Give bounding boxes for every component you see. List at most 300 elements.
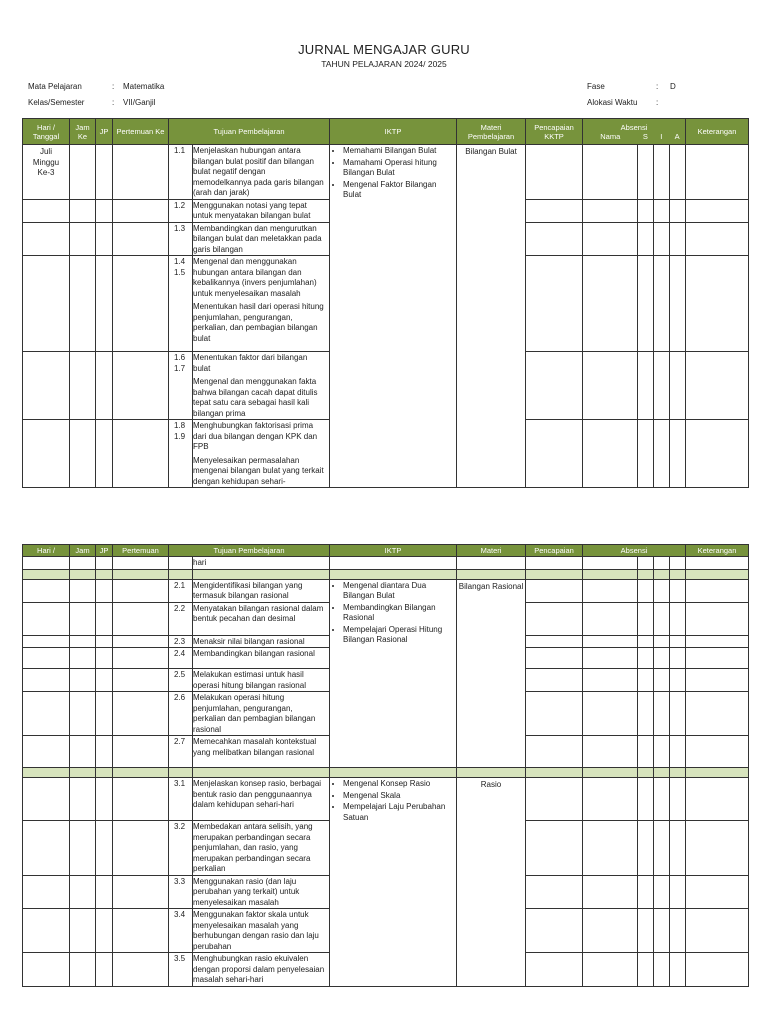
absen-i-header: I [660, 131, 663, 141]
absen-a-cell[interactable] [670, 420, 686, 488]
absen-nama-cell[interactable] [583, 778, 638, 821]
pencapaian-cell[interactable] [526, 635, 583, 648]
absen-s-cell[interactable] [638, 875, 654, 909]
hari-tanggal-cell[interactable] [23, 953, 70, 987]
separator-cell [457, 768, 526, 778]
absen-a-cell[interactable] [670, 875, 686, 909]
tp-text-cell [193, 579, 330, 602]
tp-text-cell [193, 352, 330, 420]
absen-a-cell[interactable] [670, 821, 686, 876]
jp-cell[interactable] [96, 420, 113, 488]
absen-nama-cell[interactable] [583, 602, 638, 635]
absen-i-cell[interactable] [654, 669, 670, 692]
absen-s-cell[interactable] [638, 821, 654, 876]
keterangan-cell[interactable] [686, 602, 749, 635]
absen-nama-cell[interactable] [583, 579, 638, 602]
tp-number: 2.4 [174, 649, 186, 658]
absen-i-cell[interactable] [654, 953, 670, 987]
separator-cell [193, 768, 330, 778]
absen-nama-cell[interactable] [583, 145, 638, 200]
absen-nama-cell[interactable] [583, 352, 638, 420]
absen-s-cell[interactable] [638, 222, 654, 256]
absen-nama-cell[interactable] [583, 222, 638, 256]
tp-number: 1.2 [174, 200, 186, 210]
absen-a-cell[interactable] [670, 256, 686, 352]
keterangan-cell[interactable] [686, 420, 749, 488]
pencapaian-cell[interactable] [526, 875, 583, 909]
absen-s-cell[interactable] [638, 579, 654, 602]
hari-tanggal-cell[interactable] [23, 256, 70, 352]
tp-number-cell [169, 821, 193, 876]
tp-text-cell [193, 875, 330, 909]
absen-nama-cell[interactable] [583, 648, 638, 669]
jam-cell[interactable] [70, 692, 96, 736]
kelas-value: VII/Ganjil [123, 98, 156, 107]
absen-a-cell[interactable] [670, 778, 686, 821]
absen-s-cell[interactable] [638, 635, 654, 648]
pencapaian-cell[interactable] [526, 256, 583, 352]
kelas-colon: : [112, 98, 115, 107]
tp-text-cell [193, 953, 330, 987]
absen-nama-cell[interactable] [583, 875, 638, 909]
iktp-list [330, 779, 456, 823]
jp-cell[interactable] [96, 635, 113, 648]
pertemuan-cell[interactable] [113, 420, 169, 488]
absen-i-cell[interactable] [654, 222, 670, 256]
jam-cell[interactable] [70, 909, 96, 953]
absen-s-cell[interactable] [638, 199, 654, 222]
absen-i-cell[interactable] [654, 557, 670, 570]
fase-value: D [670, 82, 676, 91]
tp-number-cell [169, 557, 193, 570]
jam-cell[interactable] [70, 222, 96, 256]
tp-number-cell [169, 692, 193, 736]
col-materi-header: Materi Pembelajaran [457, 119, 526, 145]
pencapaian-cell[interactable] [526, 669, 583, 692]
separator-cell [654, 569, 670, 579]
pertemuan-cell[interactable] [113, 222, 169, 256]
pencapaian-cell[interactable] [526, 736, 583, 768]
materi-cell [457, 778, 526, 987]
absen-nama-cell[interactable] [583, 557, 638, 570]
absen-nama-cell[interactable] [583, 821, 638, 876]
absen-a-cell[interactable] [670, 352, 686, 420]
separator-cell [113, 768, 169, 778]
keterangan-cell[interactable] [686, 557, 749, 570]
keterangan-cell[interactable] [686, 669, 749, 692]
pencapaian-cell[interactable] [526, 557, 583, 570]
jam-cell[interactable] [70, 669, 96, 692]
absen-nama-cell[interactable] [583, 669, 638, 692]
absen-i-cell[interactable] [654, 692, 670, 736]
absen-nama-cell[interactable] [583, 420, 638, 488]
hari-tanggal-cell[interactable] [23, 648, 70, 669]
pertemuan-cell[interactable] [113, 199, 169, 222]
tp-text: Menjelaskan hubungan antara bilangan bulat positif dan bilangan bulat negatif dengan memodelkannya pada garis bilangan (arah dan jarak) [193, 146, 324, 197]
pencapaian-cell[interactable] [526, 821, 583, 876]
jp-cell[interactable] [96, 692, 113, 736]
tp-number: 1.6 [174, 353, 186, 362]
jp-cell[interactable] [96, 875, 113, 909]
tp-text-cell [193, 736, 330, 768]
materi-cell [457, 557, 526, 570]
iktp-list [330, 146, 456, 201]
separator-cell [169, 569, 193, 579]
tp-text: Membedakan antara selisih, yang merupakan perbandingan secara penjumlahan, dan rasio, yang merupakan perbandingan secara perkalian [193, 822, 313, 873]
tp-text-cell [193, 145, 330, 200]
separator-cell [583, 768, 638, 778]
pertemuan-cell[interactable] [113, 909, 169, 953]
jam-cell[interactable] [70, 778, 96, 821]
keterangan-cell[interactable] [686, 352, 749, 420]
iktp-item: • Memahami Bilangan Bulat [343, 146, 456, 157]
separator-cell [70, 768, 96, 778]
tp-number: 1.4 [174, 257, 186, 266]
jp-cell[interactable] [96, 778, 113, 821]
pertemuan-cell[interactable] [113, 778, 169, 821]
jp-cell[interactable] [96, 909, 113, 953]
tp-number-cell [169, 256, 193, 352]
jam-cell[interactable] [70, 953, 96, 987]
pertemuan-cell[interactable] [113, 736, 169, 768]
col2-materi-header: Materi [457, 545, 526, 557]
absen-a-cell[interactable] [670, 602, 686, 635]
keterangan-cell[interactable] [686, 778, 749, 821]
hari-tanggal-cell[interactable] [23, 420, 70, 488]
empty-cell [70, 557, 96, 570]
keterangan-cell[interactable] [686, 145, 749, 200]
absen-s-cell[interactable] [638, 256, 654, 352]
keterangan-cell[interactable] [686, 953, 749, 987]
hari-tanggal-cell[interactable] [23, 669, 70, 692]
absen-s-cell[interactable] [638, 352, 654, 420]
iktp-item: • Mempelajari Laju Perubahan Satuan [343, 802, 456, 823]
hari-tanggal-cell[interactable] [23, 199, 70, 222]
iktp-cell [330, 557, 457, 570]
fase-colon: : [656, 82, 659, 91]
absen-nama-cell[interactable] [583, 909, 638, 953]
absen-nama-cell[interactable] [583, 199, 638, 222]
absen-i-cell[interactable] [654, 352, 670, 420]
tp-text-cell [193, 648, 330, 669]
jam-cell[interactable] [70, 145, 96, 200]
absen-s-cell[interactable] [638, 692, 654, 736]
jp-cell[interactable] [96, 579, 113, 602]
keterangan-cell[interactable] [686, 821, 749, 876]
pertemuan-cell[interactable] [113, 352, 169, 420]
absen-a-cell[interactable] [670, 692, 686, 736]
jp-cell[interactable] [96, 256, 113, 352]
separator-cell [526, 569, 583, 579]
pencapaian-cell[interactable] [526, 953, 583, 987]
jam-cell[interactable] [70, 736, 96, 768]
pencapaian-cell[interactable] [526, 352, 583, 420]
pertemuan-cell[interactable] [113, 635, 169, 648]
kelas-label: Kelas/Semester [28, 98, 85, 107]
separator-cell [23, 768, 70, 778]
separator-cell [638, 569, 654, 579]
hari-tanggal-cell[interactable] [23, 635, 70, 648]
col-iktp-header: IKTP [330, 119, 457, 145]
jp-cell[interactable] [96, 602, 113, 635]
absen-s-cell[interactable] [638, 420, 654, 488]
hari-tanggal-cell[interactable] [23, 692, 70, 736]
absen-i-cell[interactable] [654, 648, 670, 669]
absen-s-cell[interactable] [638, 145, 654, 200]
pencapaian-cell[interactable] [526, 602, 583, 635]
jam-cell[interactable] [70, 256, 96, 352]
separator-row [23, 768, 749, 778]
hari-tanggal-cell[interactable] [23, 875, 70, 909]
keterangan-cell[interactable] [686, 199, 749, 222]
absen-i-cell[interactable] [654, 821, 670, 876]
jp-cell[interactable] [96, 736, 113, 768]
separator-cell [654, 768, 670, 778]
table-row [23, 145, 749, 200]
mapel-colon: : [112, 82, 115, 91]
absen-i-cell[interactable] [654, 875, 670, 909]
jam-cell[interactable] [70, 602, 96, 635]
hari-tanggal-cell[interactable] [23, 821, 70, 876]
keterangan-cell[interactable] [686, 222, 749, 256]
jam-cell[interactable] [70, 199, 96, 222]
jam-cell[interactable] [70, 635, 96, 648]
absen-a-header: A [674, 131, 680, 141]
separator-cell [583, 569, 638, 579]
pencapaian-cell[interactable] [526, 222, 583, 256]
absen-a-cell[interactable] [670, 579, 686, 602]
table-row [23, 579, 749, 602]
absen-i-cell[interactable] [654, 909, 670, 953]
materi-text: Rasio [480, 780, 502, 789]
absensi-label: Absensi [620, 122, 648, 132]
jp-cell[interactable] [96, 953, 113, 987]
tp-text: Menaksir nilai bilangan rasional [193, 636, 305, 646]
absen-s-cell[interactable] [638, 602, 654, 635]
absen-i-cell[interactable] [654, 145, 670, 200]
absen-a-cell[interactable] [670, 953, 686, 987]
col2-jp-header: JP [96, 545, 113, 557]
absen-i-cell[interactable] [654, 602, 670, 635]
absen-a-cell[interactable] [670, 145, 686, 200]
absen-nama-cell[interactable] [583, 635, 638, 648]
tp-number: 1.8 [174, 421, 186, 430]
jp-cell[interactable] [96, 222, 113, 256]
tp-number: 1.3 [174, 223, 186, 233]
jam-cell[interactable] [70, 821, 96, 876]
tp-text-cell [193, 669, 330, 692]
journal-table-1 [22, 118, 749, 488]
separator-cell [686, 569, 749, 579]
pertemuan-cell[interactable] [113, 953, 169, 987]
iktp-item: • Mengenal diantara Dua Bilangan Bulat [343, 581, 456, 602]
hari-tanggal-cell[interactable] [23, 909, 70, 953]
separator-cell [526, 768, 583, 778]
hari-tanggal-cell[interactable] [23, 222, 70, 256]
iktp-item: • Mengenal Konsep Rasio [343, 779, 456, 790]
tp-text: Menentukan faktor dari bilangan bulat [193, 353, 308, 373]
iktp-cell [330, 579, 457, 768]
pertemuan-cell[interactable] [113, 648, 169, 669]
absen-s-cell[interactable] [638, 778, 654, 821]
pertemuan-cell[interactable] [113, 602, 169, 635]
pencapaian-cell[interactable] [526, 648, 583, 669]
jp-cell[interactable] [96, 352, 113, 420]
absen-i-cell[interactable] [654, 579, 670, 602]
tp-text: Menghubungkan rasio ekuivalen dengan proporsi dalam penyelesaian masalah sehari-hari [193, 954, 325, 984]
tp-text: Melakukan operasi hitung penjumlahan, pengurangan, perkalian dan pembagian bilangan rasional [193, 693, 316, 734]
separator-cell [670, 569, 686, 579]
absen-i-cell[interactable] [654, 736, 670, 768]
tp-number-cell [169, 352, 193, 420]
col-keterangan-header: Keterangan [686, 119, 749, 145]
pencapaian-cell[interactable] [526, 579, 583, 602]
tp-text: hari [193, 558, 207, 567]
table-row [23, 557, 749, 570]
col-jam-header: Jam Ke [70, 119, 96, 145]
keterangan-cell[interactable] [686, 635, 749, 648]
jp-cell[interactable] [96, 145, 113, 200]
tp-text: Menentukan hasil dari operasi hitung penjumlahan, pengurangan, perkalian, dan pembagian bilangan bulat [193, 302, 324, 343]
tp-number: 1.7 [174, 363, 186, 373]
pertemuan-cell[interactable] [113, 579, 169, 602]
hari-line: Minggu [32, 157, 60, 167]
absen-nama-cell[interactable] [583, 736, 638, 768]
keterangan-cell[interactable] [686, 692, 749, 736]
separator-cell [96, 768, 113, 778]
jp-cell[interactable] [96, 199, 113, 222]
pencapaian-cell[interactable] [526, 778, 583, 821]
pertemuan-cell[interactable] [113, 692, 169, 736]
materi-cell [457, 579, 526, 768]
separator-cell [193, 569, 330, 579]
absen-s-cell[interactable] [638, 909, 654, 953]
absen-i-cell[interactable] [654, 420, 670, 488]
jam-cell[interactable] [70, 648, 96, 669]
keterangan-cell[interactable] [686, 256, 749, 352]
iktp-item: • Mamahami Operasi hitung Bilangan Bulat [343, 158, 456, 179]
separator-cell [330, 768, 457, 778]
absen-a-cell[interactable] [670, 199, 686, 222]
jam-cell[interactable] [70, 875, 96, 909]
tp-number: 1.9 [174, 431, 186, 441]
absen-a-cell[interactable] [670, 222, 686, 256]
hari-tanggal-cell[interactable] [23, 579, 70, 602]
absen-a-cell[interactable] [670, 669, 686, 692]
tp-number-cell [169, 420, 193, 488]
hari-tanggal-cell[interactable] [23, 145, 70, 200]
hari-line: Ke-3 [37, 168, 55, 177]
pertemuan-cell[interactable] [113, 145, 169, 200]
absen-s-cell[interactable] [638, 953, 654, 987]
col-pertemuan-header: Pertemuan Ke [113, 119, 169, 145]
absen-nama-cell[interactable] [583, 953, 638, 987]
pertemuan-cell[interactable] [113, 875, 169, 909]
col2-absensi-header: Absensi [583, 545, 686, 557]
mapel-label: Mata Pelajaran [28, 82, 82, 91]
separator-row [23, 569, 749, 579]
alokasi-label: Alokasi Waktu [587, 98, 638, 107]
pertemuan-cell[interactable] [113, 256, 169, 352]
jp-cell[interactable] [96, 648, 113, 669]
tp-number: 3.3 [174, 876, 186, 886]
tp-text-cell [193, 821, 330, 876]
tp-number-cell [169, 953, 193, 987]
pertemuan-cell[interactable] [113, 821, 169, 876]
absen-a-cell[interactable] [670, 648, 686, 669]
pencapaian-cell[interactable] [526, 199, 583, 222]
tp-text: Mengidentifikasi bilangan yang termasuk bilangan rasional [193, 580, 303, 600]
pertemuan-cell[interactable] [113, 669, 169, 692]
hari-tanggal-cell[interactable] [23, 736, 70, 768]
pencapaian-cell[interactable] [526, 420, 583, 488]
keterangan-cell[interactable] [686, 579, 749, 602]
mapel-value: Matematika [123, 82, 165, 91]
tp-text: Menjelaskan konsep rasio, berbagai bentuk rasio dan penggunaannya dalam kehidupan sehari-hari [193, 779, 322, 809]
absen-a-cell[interactable] [670, 635, 686, 648]
pencapaian-cell[interactable] [526, 692, 583, 736]
tp-number: 2.6 [174, 693, 186, 702]
hari-tanggal-cell[interactable] [23, 602, 70, 635]
hari-tanggal-cell[interactable] [23, 352, 70, 420]
tp-text-cell [193, 602, 330, 635]
absen-a-cell[interactable] [670, 736, 686, 768]
absen-s-cell[interactable] [638, 669, 654, 692]
keterangan-cell[interactable] [686, 648, 749, 669]
jp-cell[interactable] [96, 821, 113, 876]
tp-number: 1.5 [174, 267, 186, 277]
jp-cell[interactable] [96, 669, 113, 692]
keterangan-cell[interactable] [686, 736, 749, 768]
materi-text: Bilangan Rasional [458, 581, 524, 591]
absen-i-cell[interactable] [654, 778, 670, 821]
pencapaian-cell[interactable] [526, 909, 583, 953]
keterangan-cell[interactable] [686, 875, 749, 909]
hari-line: Juli [39, 147, 52, 156]
absen-i-cell[interactable] [654, 199, 670, 222]
col-absensi-header [583, 119, 686, 145]
keterangan-cell[interactable] [686, 909, 749, 953]
empty-cell [23, 557, 70, 570]
hari-tanggal-cell[interactable] [23, 778, 70, 821]
separator-cell [113, 569, 169, 579]
col2-jam-header: Jam [70, 545, 96, 557]
tp-number-cell [169, 635, 193, 648]
absen-nama-cell[interactable] [583, 256, 638, 352]
pencapaian-cell[interactable] [526, 145, 583, 200]
absen-i-cell[interactable] [654, 635, 670, 648]
absen-nama-cell[interactable] [583, 692, 638, 736]
tp-number-cell [169, 145, 193, 200]
tp-text-cell [193, 199, 330, 222]
jam-cell[interactable] [70, 352, 96, 420]
absen-i-cell[interactable] [654, 256, 670, 352]
absen-s-cell[interactable] [638, 557, 654, 570]
tp-number: 2.2 [174, 603, 186, 613]
separator-cell [686, 768, 749, 778]
absen-s-cell[interactable] [638, 648, 654, 669]
document-title: JURNAL MENGAJAR GURU [298, 42, 470, 57]
tp-text: Menyatakan bilangan rasional dalam bentuk pecahan dan desimal [193, 603, 324, 623]
absen-nama-header: Nama [600, 131, 621, 141]
jam-cell[interactable] [70, 420, 96, 488]
absen-s-cell[interactable] [638, 736, 654, 768]
tp-number: 2.5 [174, 670, 186, 679]
absen-a-cell[interactable] [670, 557, 686, 570]
absen-a-cell[interactable] [670, 909, 686, 953]
jam-cell[interactable] [70, 579, 96, 602]
alokasi-colon: : [656, 98, 659, 107]
